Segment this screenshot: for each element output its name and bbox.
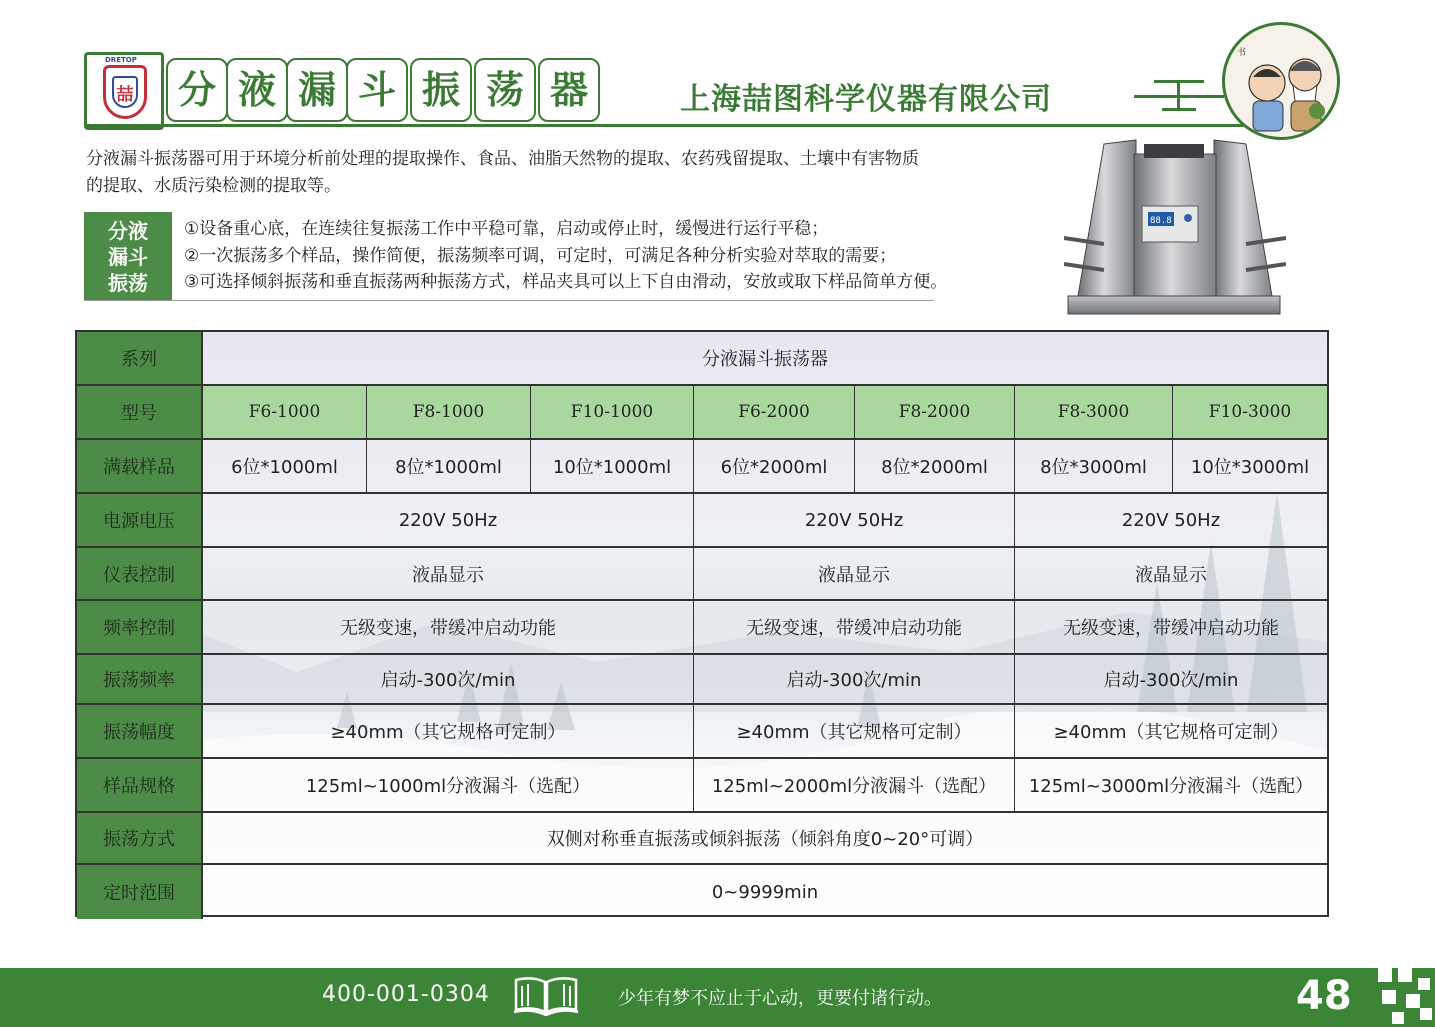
spec-cell: 125ml~1000ml分液漏斗（选配）	[203, 759, 694, 813]
company-logo	[84, 52, 164, 130]
intro-paragraph	[86, 146, 1046, 200]
capacity-cell: 10位*1000ml	[531, 440, 694, 494]
row-label: 型号	[77, 386, 203, 440]
feature-tag	[84, 212, 172, 300]
control-cell: 液晶显示	[694, 548, 1015, 601]
timer-cell: 0~9999min	[711, 881, 819, 903]
spec-cell: 125ml~3000ml分液漏斗（选配）	[1015, 759, 1327, 813]
row-label: 仪表控制	[77, 548, 203, 601]
freq-control-cell: 无级变速，带缓冲启动功能	[203, 601, 694, 655]
row-label: 满载样品	[77, 440, 203, 494]
row-label: 样品规格	[77, 759, 203, 813]
feature-tag-line: 振荡	[108, 271, 148, 295]
shield-icon	[103, 65, 147, 119]
title-char: 漏	[286, 58, 348, 122]
company-name: 上海喆图科学仪器有限公司	[680, 82, 1052, 117]
spec-cell: 125ml~2000ml分液漏斗（选配）	[694, 759, 1015, 813]
intro-line: 的提取、水质污染检测的提取等。	[86, 176, 341, 196]
frequency-cell: 启动-300次/min	[1015, 655, 1327, 705]
voltage-cell: 220V 50Hz	[1015, 494, 1327, 548]
product-image	[1064, 134, 1286, 320]
model-cell: F8-2000	[855, 386, 1015, 440]
capacity-cell: 6位*1000ml	[203, 440, 367, 494]
mode-cell: 双侧对称垂直振荡或倾斜振荡（倾斜角度0~20°可调）	[203, 813, 1327, 865]
logo-glyph: 喆	[116, 85, 134, 105]
svg-text:书: 书	[1237, 48, 1247, 58]
model-cell: F8-3000	[1015, 386, 1173, 440]
row-label: 电源电压	[77, 494, 203, 548]
row-label: 频率控制	[77, 601, 203, 655]
voltage-cell: 220V 50Hz	[694, 494, 1015, 548]
voltage-cell: 220V 50Hz	[203, 494, 694, 548]
row-label: 系列	[77, 332, 203, 386]
feature-tag-line: 漏斗	[108, 245, 148, 269]
decorative-lines-icon	[1134, 78, 1224, 114]
row-label: 定时范围	[77, 865, 203, 919]
feature-item: ①设备重心底，在连续往复振荡工作中平稳可靠，启动或停止时，缓慢进行运行平稳；	[184, 219, 829, 239]
feature-divider	[84, 300, 934, 301]
model-cell: F10-3000	[1173, 386, 1327, 440]
book-icon	[512, 974, 580, 1016]
feature-tag-line: 分液	[108, 219, 148, 243]
capacity-cell: 6位*2000ml	[694, 440, 855, 494]
title-char: 分	[166, 58, 228, 122]
capacity-cell: 8位*2000ml	[855, 440, 1015, 494]
model-cell: F8-1000	[367, 386, 531, 440]
row-label: 振荡幅度	[77, 705, 203, 759]
logo-text: DRETOP	[105, 56, 137, 64]
feature-list	[184, 216, 947, 296]
footer-slogan: 少年有梦不应止于心动，更要付诸行动。	[618, 988, 942, 1009]
frequency-cell: 启动-300次/min	[203, 655, 694, 705]
feature-item: ②一次振荡多个样品，操作简便，振荡频率可调，可定时，可满足各种分析实验对萃取的需要；	[184, 245, 897, 266]
capacity-cell: 8位*1000ml	[367, 440, 531, 494]
capacity-cell: 8位*3000ml	[1015, 440, 1173, 494]
control-cell: 液晶显示	[1015, 548, 1327, 601]
title-char: 斗	[346, 58, 408, 122]
model-cell: F10-1000	[531, 386, 694, 440]
device-screen: 88.8	[1150, 216, 1172, 226]
frequency-cell: 启动-300次/min	[694, 655, 1015, 705]
title-char: 荡	[474, 58, 536, 122]
footer-phone: 400-001-0304	[322, 982, 490, 1007]
capacity-cell: 10位*3000ml	[1173, 440, 1327, 494]
page-number: 48	[1296, 973, 1352, 1019]
amplitude-cell: ≥40mm（其它规格可定制）	[694, 705, 1015, 759]
model-cell: F6-1000	[203, 386, 367, 440]
freq-control-cell: 无级变速，带缓冲启动功能	[694, 601, 1015, 655]
title-char: 振	[410, 58, 472, 122]
row-label: 振荡方式	[77, 813, 203, 865]
series-cell: 分液漏斗振荡器	[203, 332, 1327, 386]
amplitude-cell: ≥40mm（其它规格可定制）	[203, 705, 694, 759]
title-char: 器	[538, 58, 600, 122]
title-char: 液	[226, 58, 288, 122]
header-divider	[84, 124, 1254, 127]
intro-line: 分液漏斗振荡器可用于环境分析前处理的提取操作、食品、油脂天然物的提取、农药残留提取、土壤中有害物质	[86, 149, 919, 169]
amplitude-cell: ≥40mm（其它规格可定制）	[1015, 705, 1327, 759]
feature-item: ③可选择倾斜振荡和垂直振荡两种振荡方式，样品夹具可以上下自由滑动，安放或取下样品简单方便。	[184, 272, 948, 292]
control-cell: 液晶显示	[203, 548, 694, 601]
freq-control-cell: 无级变速，带缓冲启动功能	[1015, 601, 1327, 655]
row-label: 振荡频率	[77, 655, 203, 705]
mascot-avatar-icon	[1222, 22, 1340, 140]
model-cell: F6-2000	[694, 386, 855, 440]
